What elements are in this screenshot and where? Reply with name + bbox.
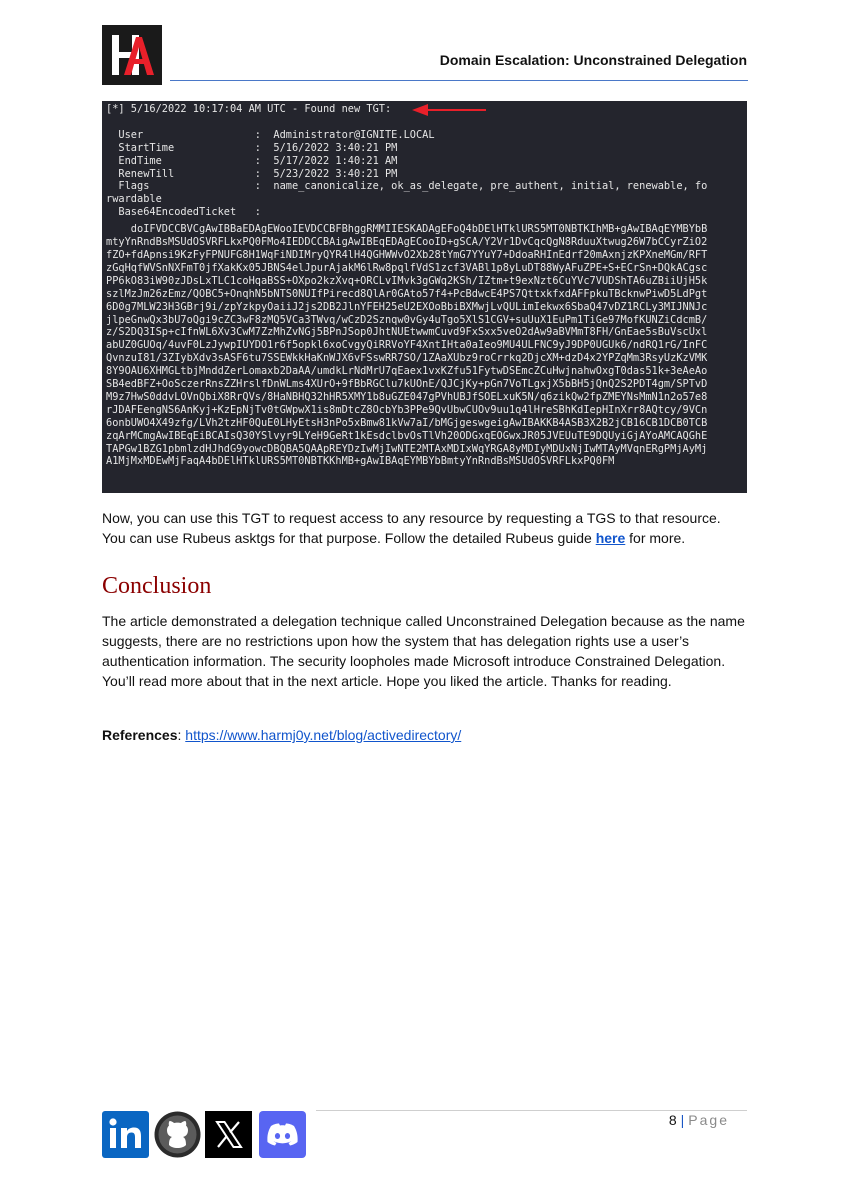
terminal-line: RenewTill : 5/23/2022 3:40:21 PM xyxy=(106,167,398,180)
references-link[interactable]: https://www.harmj0y.net/blog/activedirectory/ xyxy=(185,727,462,743)
ticket-line: abUZ0GUOq/4uvF0LzJywpIUYDO1r6f5opkl6xoCvgyQiRRVoYF4XntIHta0aIeo9MU4ULFNC9yJ9DP0UGUk6/ndRQ1rG/InFC xyxy=(106,339,708,352)
footer-divider xyxy=(316,1110,747,1111)
terminal-ticket xyxy=(106,223,743,468)
conclusion-heading: Conclusion xyxy=(102,573,212,599)
ticket-line: zqArMCmgAwIBEqEiBCAIsQ30YSlvyr9LYeH9GeRt1kEsdclbvOsTlVh20ODGxqEOGwxJR05JVEUuTE9DQUyiGjAYoAMCAQGhE xyxy=(106,429,708,442)
page-number-value: 8 xyxy=(668,1112,677,1128)
discord-icon[interactable] xyxy=(259,1111,306,1158)
linkedin-icon[interactable] xyxy=(102,1111,149,1158)
terminal-output xyxy=(102,101,747,493)
ticket-line: PP6kO83iW90zJDsLxTLC1coHqaBSS+OXpo2kzXvq+ORCLvIMvk3gGWq2KSh/IZtm+t9exNzt6CuYVc7VUDShTA6uZBiiUjH5k xyxy=(106,274,708,287)
terminal-line: User : Administrator@IGNITE.LOCAL xyxy=(106,128,435,141)
page-word: Page xyxy=(688,1112,729,1128)
document-header-title: Domain Escalation: Unconstrained Delegation xyxy=(439,52,747,68)
ticket-line: SB4edBFZ+OoSczerRnsZZHrslfDnWLms4XUrO+9fBbRGClu7kUOnE/QJCjKy+pGn7VoTLgxjX5bBH5jQnQ2S2PDT4gm/SPTvD xyxy=(106,378,708,391)
ticket-line: rJDAFEengNS6AnKyj+KzEpNjTv0tGWpwX1is8mDtcZ8OcbYb3PPe9QvUbwCUOv9uu1q4lHreSBhKdIepHInXrr8AQtcy/9VCn xyxy=(106,403,708,416)
references-line xyxy=(102,725,747,745)
ticket-line: z/S2DQ3ISp+cIfnWL6Xv3CwM7ZzMhZvNGj5BPnJSop0JhtNUEtwwmCuvd9FxSxx5veO2dAw9aBVMmT8FH/GnEae5sBuVscUxl xyxy=(106,326,708,339)
terminal-line: StartTime : 5/16/2022 3:40:21 PM xyxy=(106,141,398,154)
red-arrow-icon xyxy=(412,104,486,116)
ticket-line: szlMzJm26zEmz/QOBC5+OnqhN5bNTS0NUIfPirecd8QlAr0GAto57f4+PcBdwcE4PS7QttxkfxdAFFpkuTBcknwPiwD5LdPgt xyxy=(106,287,708,300)
ticket-line: 6D0g7MLW23H3GBrj9i/zpYzkpyOaiiJ2js2DB2JlnYFEH25eU2EXOoBbiBXMwjLvQULimIekwx6SbaQ47vDZ1RCLy3MIJNNJc xyxy=(106,300,708,313)
references-label: References xyxy=(102,727,178,743)
header-divider xyxy=(170,80,748,81)
ticket-line: jlpeGnwQx3bU7oQgi9cZC3wF8zMQ5VCa3TWvq/wCzD2Sznqw0vGy4uTgo5XlS1CGV+suUuX1EuPm1TiGe97MofKUNZiCdcmB/ xyxy=(106,313,708,326)
ticket-line: doIFVDCCBVCgAwIBBaEDAgEWooIEVDCCBFBhggRMMIIESKADAgEFoQ4bDElHTklURS5MT0NBTKIhMB+gAwIBAqEYMBYbB xyxy=(106,223,708,236)
page-separator: | xyxy=(680,1112,685,1128)
brand-logo-icon xyxy=(102,25,162,85)
page-number xyxy=(669,1112,729,1128)
terminal-fields xyxy=(106,103,743,219)
tgs-paragraph xyxy=(102,508,747,548)
terminal-line: Flags : name_canonicalize, ok_as_delegate, pre_authent, initial, renewable, fo xyxy=(106,180,708,193)
ticket-line: 8Y9OAU6XHMGLtbjMnddZerLomaxb2DaAA/umdkLrNdMrU7qEaex1vxKZfu51FytwDSEmcZCuHwjnahwOxgT0das51k+3eAeAo xyxy=(106,365,708,378)
tgs-paragraph-tail: for more. xyxy=(625,530,686,546)
terminal-line xyxy=(106,116,743,129)
ticket-line: mtyYnRndBsMSUdOSVRFLkxPQ0FMo4IEDDCCBAigAwIBEqEDAgECooID+gSCA/Y2Vr1DvCqcQgN8RduuXtwug26W7bCCyrZiO2 xyxy=(106,236,708,249)
tgs-paragraph-text: Now, you can use this TGT to request access to any resource by requesting a TGS to that resource. You can use Rubeus asktgs for that purpose. Follow the detailed Rubeus guide xyxy=(102,510,721,546)
terminal-line: [*] 5/16/2022 10:17:04 AM UTC - Found new TGT: xyxy=(106,103,392,115)
ticket-line: TAPGw1BZG1pbmlzdHJhdG9yowcDBQBA5QAApREYDzIwMjIwNTE2MTAxMDIxWqYRGA8yMDIyMDUxNjIwMTAyMVqnERgPMjAyMj xyxy=(106,442,708,455)
ticket-line: fZO+fdApnsi9KzFyFPNUFG8H1WqFiNDIMryQYR4lH4QGHWWvO2Xb28tYmG7YYuY7+DdoaRHInEdrf20mAxnjzKPXneMGm/RFT xyxy=(106,248,708,261)
x-icon[interactable] xyxy=(205,1111,252,1158)
terminal-line: rwardable xyxy=(106,193,162,206)
terminal-line: EndTime : 5/17/2022 1:40:21 AM xyxy=(106,154,398,167)
terminal-line: Base64EncodedTicket : xyxy=(106,206,261,219)
ticket-line: 6onbUWO4X49zfg/LVh2tzHF0QuE0LHyEtsH3nPo5xBmw81kVw7aI/bMGjgeswgeigAwIBAKKB4ASB3X2B2jCB16CB1DCB0TCB xyxy=(106,416,708,429)
ticket-line: zGqHqfWVSnNXFmT0jfXakKx05JBNS4elJpurAjakM6lRw8pqlfVdS1zcf3VABl1p8yLuDT88WyAFuZPE+S+ECrSn+DQkACgsc xyxy=(106,261,708,274)
github-icon[interactable] xyxy=(154,1111,201,1158)
references-separator: : xyxy=(177,727,186,743)
ticket-line: A1MjMxMDEwMjFaqA4bDElHTklURS5MT0NBTKKhMB+gAwIBAqEYMBYbBmtyYnRndBsMSUdOSVRFLkxPQ0FM xyxy=(106,455,615,468)
conclusion-paragraph: The article demonstrated a delegation technique called Unconstrained Delegation because as the name suggests, there are no restrictions upon how the system that has delegation rights use a user’s authentication information. The security loopholes made Microsoft introduce Constrained Delegation. You’ll read more about that in the next article. Hope you liked the article. Thanks for reading. xyxy=(102,613,745,689)
ticket-line: QvnzuI81/3ZIybXdv3sASF6tu7SSEWkkHaKnWJX6vFSswRR7SO/1ZAaXUbz9roCrrkq2DjcXM+dzD4x2YPZqMm3RsyUzKzVMK xyxy=(106,352,708,365)
ticket-line: M9z7HwS0ddvLOVnQbiX8RrQVs/8HaNBHQ32hHR5XMY1b8uGZE047gPVhUBJfSOELxuK5N/q6zikQw2fpZMEYNsMmN1n2o57e8 xyxy=(106,390,708,403)
rubeus-guide-link[interactable]: here xyxy=(595,530,626,546)
